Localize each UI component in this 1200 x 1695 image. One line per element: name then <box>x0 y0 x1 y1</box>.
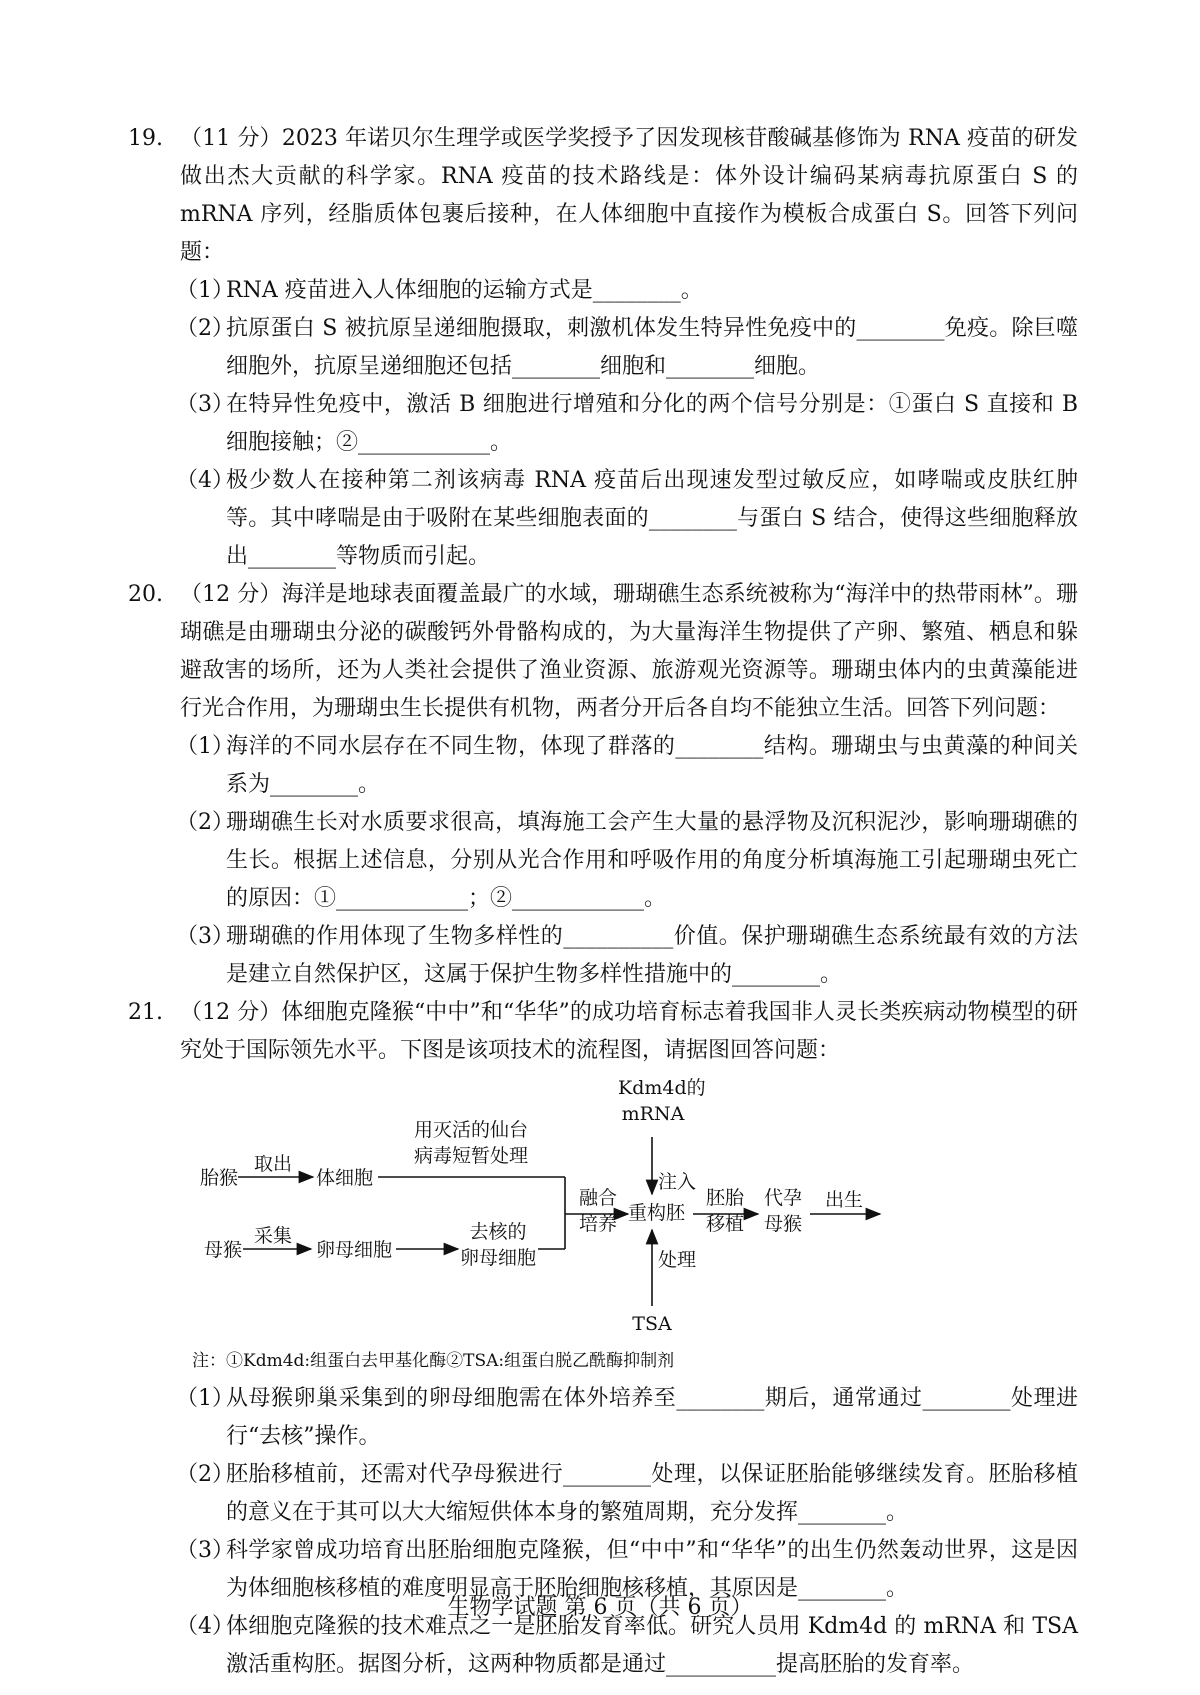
exam-page <box>128 120 1078 1684</box>
sub-question-number: （1） <box>176 1386 234 1411</box>
sub-question <box>176 462 1078 576</box>
sub-question-text: RNA 疫苗进入人体细胞的运输方式是________。 <box>226 278 703 303</box>
enucleated-label-line2: 卵母细胞 <box>459 1247 536 1269</box>
question-20 <box>128 576 1078 728</box>
inject-label: 注入 <box>658 1171 697 1193</box>
question-number: 20. <box>128 582 163 607</box>
sub-question-text: 胚胎移植前，还需对代孕母猴进行________处理，以保证胚胎能够继续发育。胚胎移植的意义在于其可以大大缩短供体本身的繁殖周期，充分发挥________。 <box>226 1462 1078 1525</box>
sub-question-number: （2） <box>176 1462 234 1487</box>
question-stem: （12 分）体细胞克隆猴“中中”和“华华”的成功培育标志着我国非人灵长类疾病动物模型的研究处于国际领先水平。下图是该项技术的流程图，请据图回答问题： <box>180 1000 1078 1063</box>
question-21 <box>128 994 1078 1070</box>
sub-question <box>176 310 1078 386</box>
reconstructed-embryo-label: 重构胚 <box>628 1202 686 1224</box>
sub-question-text: 珊瑚礁的作用体现了生物多样性的__________价值。保护珊瑚礁生态系统最有效的方法是建立自然保护区，这属于保护生物多样性措施中的________。 <box>226 924 1078 987</box>
transfer-label-line2: 移植 <box>705 1213 744 1235</box>
collect-label: 采集 <box>253 1225 292 1247</box>
enucleated-label-line1: 去核的 <box>469 1221 527 1243</box>
question-stem: （12 分）海洋是地球表面覆盖最广的水域，珊瑚礁生态系统被称为“海洋中的热带雨林”。珊瑚礁是由珊瑚虫分泌的碳酸钙外骨骼构成的，为大量海洋生物提供了产卵、繁殖、栖息和躲避敌害的场所，还为人类社会提供了渔业资源、旅游观光资源等。珊瑚虫体内的虫黄藻能进行光合作用，为珊瑚虫生长提供有机物，两者分开后各自均不能独立生活。回答下列问题： <box>180 582 1078 721</box>
sub-question <box>176 804 1078 918</box>
treat-label: 处理 <box>658 1249 697 1271</box>
sub-question-number: （1） <box>176 278 234 303</box>
question-19 <box>128 120 1078 272</box>
fusion-label-line1: 融合 <box>578 1187 617 1209</box>
fusion-label-line2: 培养 <box>578 1213 617 1235</box>
sub-question <box>176 1456 1078 1532</box>
sub-question <box>176 728 1078 804</box>
sub-question-number: （2） <box>176 316 234 341</box>
sub-question-number: （3） <box>176 392 234 417</box>
cloning-flow-diagram <box>128 1074 1078 1344</box>
sub-question-text: 从母猴卵巢采集到的卵母细胞需在体外培养至________期后，通常通过________处理进行“去核”操作。 <box>226 1386 1078 1449</box>
surrogate-label-line2: 母猴 <box>763 1213 802 1235</box>
sub-question-number: （3） <box>176 1538 234 1563</box>
birth-label: 出生 <box>824 1189 863 1211</box>
sub-question <box>176 272 1078 310</box>
sub-question-text: 在特异性免疫中，激活 B 细胞进行增殖和分化的两个信号分别是：①蛋白 S 直接和 B 细胞接触；②____________。 <box>226 392 1078 455</box>
virus-label-line1: 用灭活的仙台 <box>413 1119 528 1141</box>
sub-question <box>176 1380 1078 1456</box>
somatic-cell-label: 体细胞 <box>316 1167 374 1189</box>
question-number: 21. <box>128 1000 163 1025</box>
mother-monkey-label: 母猴 <box>204 1239 243 1261</box>
page-footer: 生物学试题 第 6 页（共 6 页） <box>447 1595 753 1620</box>
mrna-label: mRNA <box>621 1103 685 1125</box>
virus-label-line2: 病毒短暂处理 <box>413 1145 528 1167</box>
sub-question-number: （4） <box>176 468 234 493</box>
transfer-label-line1: 胚胎 <box>705 1187 744 1209</box>
sub-question-text: 科学家曾成功培育出胚胎细胞克隆猴，但“中中”和“华华”的出生仍然轰动世界，这是因为体细胞核移植的难度明显高于胚胎细胞核移植，其原因是________。 <box>226 1538 1078 1601</box>
sub-question <box>176 918 1078 994</box>
kdm4d-label: Kdm4d的 <box>618 1077 706 1099</box>
surrogate-label-line1: 代孕 <box>763 1187 802 1209</box>
sub-question-text: 抗原蛋白 S 被抗原呈递细胞摄取，刺激机体发生特异性免疫中的________免疫。除巨噬细胞外，抗原呈递细胞还包括________细胞和________细胞。 <box>226 316 1078 379</box>
sub-question-text: 珊瑚礁生长对水质要求很高，填海施工会产生大量的悬浮物及沉积泥沙，影响珊瑚礁的生长。根据上述信息，分别从光合作用和呼吸作用的角度分析填海施工引起珊瑚虫死亡的原因：①____________；②____________。 <box>226 810 1078 911</box>
sub-question-number: （3） <box>176 924 234 949</box>
sub-question-text: 体细胞克隆猴的技术难点之一是胚胎发育率低。研究人员用 Kdm4d 的 mRNA 和 TSA 激活重构胚。据图分析，这两种物质都是通过__________提高胚胎的发育率。 <box>226 1614 1078 1677</box>
sub-question-number: （2） <box>176 810 234 835</box>
question-number: 19. <box>128 126 163 151</box>
question-stem: （11 分）2023 年诺贝尔生理学或医学奖授予了因发现核苷酸碱基修饰为 RNA 疫苗的研发做出杰大贡献的科学家。RNA 疫苗的技术路线是：体外设计编码某病毒抗原蛋白 S 的 mRNA 序列，经脂质体包裹后接种，在人体细胞中直接作为模板合成蛋白 S。回答下列问题： <box>180 126 1078 265</box>
sub-question <box>176 386 1078 462</box>
tsa-label: TSA <box>632 1313 672 1335</box>
sub-question-text: 极少数人在接种第二剂该病毒 RNA 疫苗后出现速发型过敏反应，如哮喘或皮肤红肿等。其中哮喘是由于吸附在某些细胞表面的________与蛋白 S 结合，使得这些细胞释放出________等物质而引起。 <box>226 468 1078 569</box>
oocyte-label: 卵母细胞 <box>316 1239 393 1261</box>
take-out-label: 取出 <box>253 1153 292 1175</box>
fetal-monkey-label: 胎猴 <box>200 1167 239 1189</box>
sub-question-number: （4） <box>176 1614 234 1639</box>
sub-question-text: 海洋的不同水层存在不同生物，体现了群落的________结构。珊瑚虫与虫黄藻的种间关系为________。 <box>226 734 1078 797</box>
sub-question-number: （1） <box>176 734 234 759</box>
diagram-note: 注：①Kdm4d:组蛋白去甲基化酶②TSA:组蛋白脱乙酰酶抑制剂 <box>192 1351 675 1371</box>
